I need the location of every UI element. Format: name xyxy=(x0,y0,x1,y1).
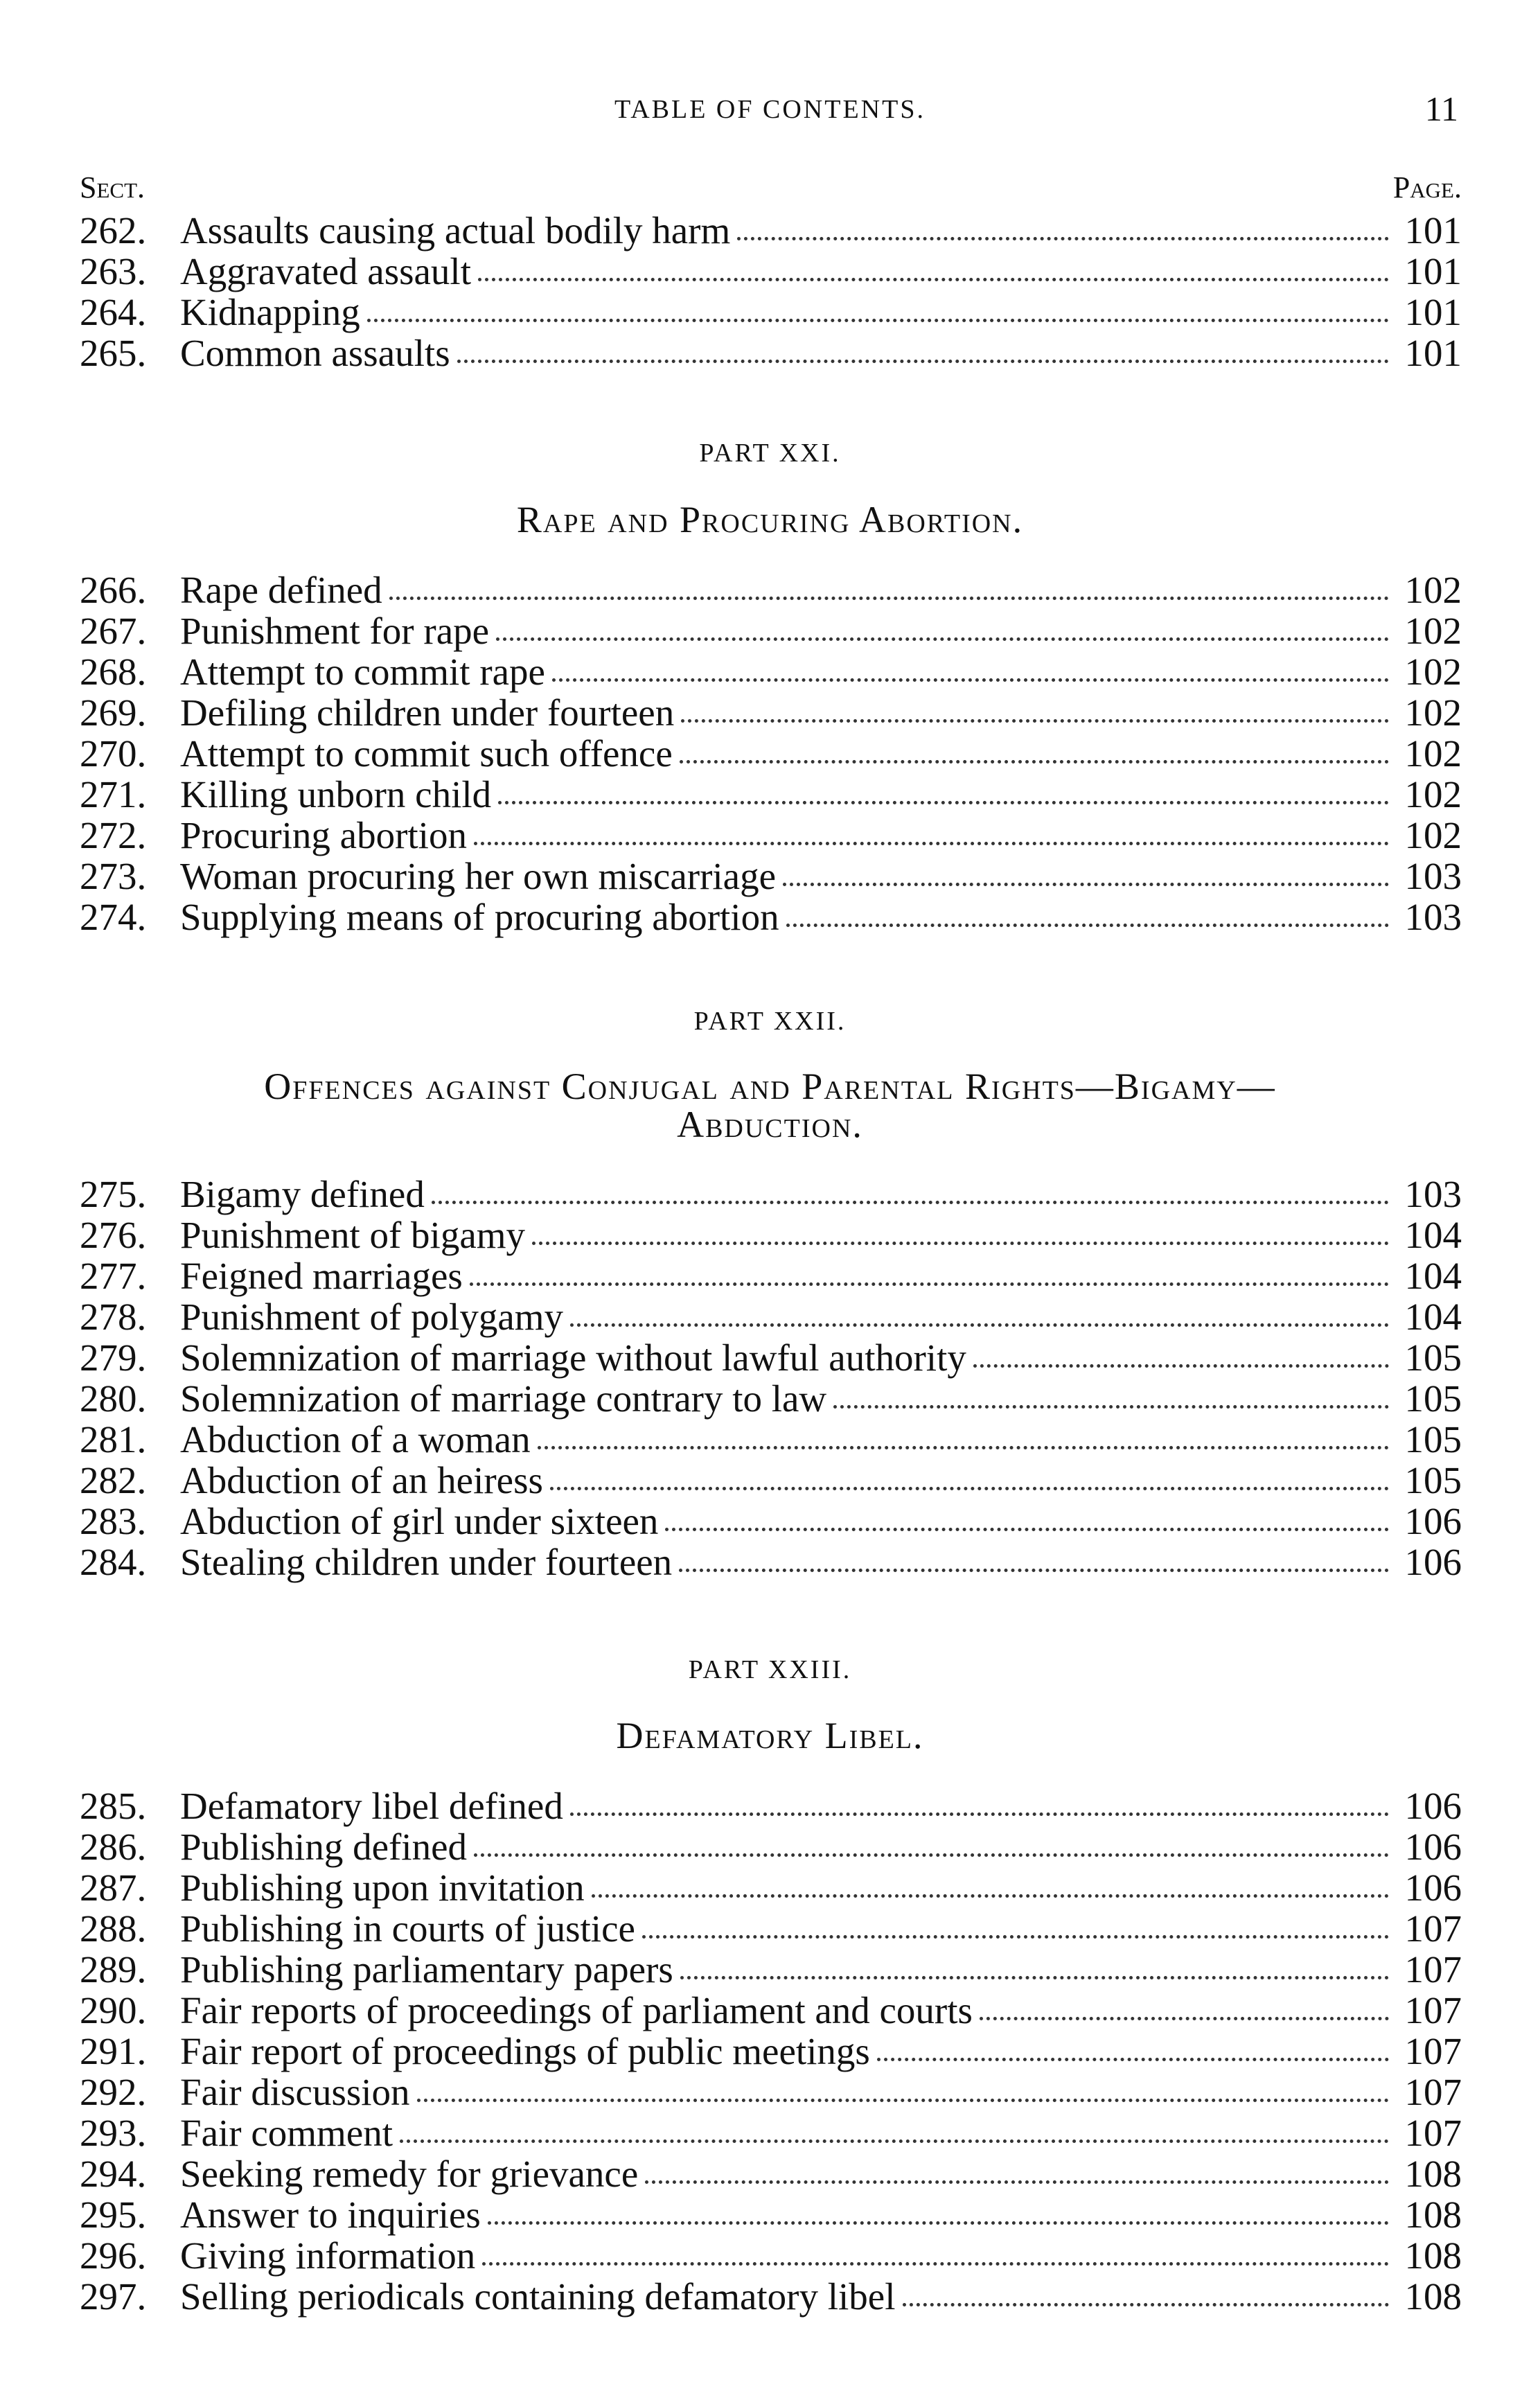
part-xxii-title-line1: Offences against Conjugal and Parental Rights—Bigamy— xyxy=(264,1066,1276,1107)
toc-entry xyxy=(80,1949,1462,1990)
toc-entry xyxy=(80,1378,1462,1419)
page-ref: 107 xyxy=(1404,1948,1462,1991)
toc-entry xyxy=(80,1215,1462,1255)
toc-entry xyxy=(80,333,1462,373)
part-xxiii-label: PART XXIII. xyxy=(688,1655,852,1684)
section-number: 269. xyxy=(80,691,147,734)
section-number: 264. xyxy=(80,291,147,333)
section-number: 293. xyxy=(80,2112,147,2154)
dot-leader xyxy=(645,2180,1389,2184)
page-ref: 107 xyxy=(1404,2071,1462,2113)
section-title: Solemnization of marriage contrary to law xyxy=(180,1377,827,1420)
toc-entry xyxy=(80,251,1462,292)
section-number: 273. xyxy=(80,855,147,897)
section-number: 262. xyxy=(80,209,147,252)
toc-entry xyxy=(80,1542,1462,1582)
page-ref: 104 xyxy=(1404,1255,1462,1297)
page-ref: 102 xyxy=(1404,814,1462,856)
dot-leader xyxy=(417,2099,1389,2102)
part-xxii-label: PART XXII. xyxy=(693,1007,847,1036)
section-title: Assaults causing actual bodily harm xyxy=(180,209,731,252)
toc-entry xyxy=(80,610,1462,651)
dot-leader xyxy=(877,2058,1389,2061)
section-number: 271. xyxy=(80,773,147,815)
section-title: Procuring abortion xyxy=(180,814,467,856)
part-xxi-label: PART XXI. xyxy=(699,439,841,468)
section-number: 288. xyxy=(80,1907,147,1950)
page-ref: 103 xyxy=(1404,1173,1462,1215)
page-ref: 102 xyxy=(1404,569,1462,611)
section-title: Abduction of a woman xyxy=(180,1418,531,1461)
page-ref: 107 xyxy=(1404,2030,1462,2072)
section-number: 284. xyxy=(80,1541,147,1583)
section-title: Publishing parliamentary papers xyxy=(180,1948,673,1991)
page-ref: 101 xyxy=(1404,291,1462,333)
section-number: 275. xyxy=(80,1173,147,1215)
dot-leader xyxy=(783,883,1389,886)
section-title: Stealing children under fourteen xyxy=(180,1541,673,1583)
dot-leader xyxy=(833,1405,1389,1409)
part-xxiii-title: Defamatory Libel. xyxy=(616,1715,924,1756)
dot-leader xyxy=(737,237,1389,240)
page-ref: 106 xyxy=(1404,1785,1462,1827)
page-number: 11 xyxy=(1424,89,1458,128)
toc-entry xyxy=(80,2031,1462,2072)
section-title: Giving information xyxy=(180,2234,476,2277)
toc-entry xyxy=(80,292,1462,333)
toc-entry xyxy=(80,856,1462,897)
page-ref: 105 xyxy=(1404,1377,1462,1420)
section-title: Attempt to commit rape xyxy=(180,651,545,693)
dot-leader xyxy=(680,760,1389,764)
section-title: Defamatory libel defined xyxy=(180,1785,563,1827)
section-title: Feigned marriages xyxy=(180,1255,463,1297)
page-ref: 102 xyxy=(1404,773,1462,815)
page-ref: 107 xyxy=(1404,1989,1462,2031)
toc-entry xyxy=(80,733,1462,774)
dot-leader xyxy=(400,2139,1389,2143)
dot-leader xyxy=(532,1242,1389,1245)
section-title: Solemnization of marriage without lawful authority xyxy=(180,1336,966,1379)
section-number: 286. xyxy=(80,1826,147,1868)
section-number: 265. xyxy=(80,332,147,374)
toc-entry xyxy=(80,1337,1462,1378)
dot-leader xyxy=(367,319,1389,322)
page-ref: 104 xyxy=(1404,1296,1462,1338)
section-title: Kidnapping xyxy=(180,291,360,333)
toc-entry xyxy=(80,651,1462,692)
dot-leader xyxy=(478,278,1389,281)
toc-entry xyxy=(80,1296,1462,1337)
part-xxi-title: Rape and Procuring Abortion. xyxy=(516,499,1024,540)
section-number: 267. xyxy=(80,610,147,652)
section-number: 266. xyxy=(80,569,147,611)
dot-leader xyxy=(496,637,1389,641)
page-ref: 106 xyxy=(1404,1826,1462,1868)
section-title: Fair reports of proceedings of parliament and courts xyxy=(180,1989,973,2031)
section-title: Selling periodicals containing defamatory libel xyxy=(180,2275,896,2318)
section-title: Answer to inquiries xyxy=(180,2194,481,2236)
section-number: 272. xyxy=(80,814,147,856)
page-ref: 105 xyxy=(1404,1336,1462,1379)
dot-leader xyxy=(681,719,1389,723)
toc-entry xyxy=(80,1867,1462,1908)
toc-entry xyxy=(80,210,1462,251)
toc-entry xyxy=(80,2072,1462,2112)
section-number: 268. xyxy=(80,651,147,693)
dot-leader xyxy=(538,1446,1389,1449)
dot-leader xyxy=(570,1812,1389,1816)
section-column-header: Sect. xyxy=(80,170,145,204)
part-xxii-title-line2: Abduction. xyxy=(677,1104,863,1145)
section-title: Publishing defined xyxy=(180,1826,468,1868)
page-ref: 103 xyxy=(1404,855,1462,897)
section-number: 294. xyxy=(80,2153,147,2195)
section-number: 282. xyxy=(80,1459,147,1501)
section-number: 292. xyxy=(80,2071,147,2113)
page-ref: 102 xyxy=(1404,610,1462,652)
page-ref: 101 xyxy=(1404,209,1462,252)
page-ref: 104 xyxy=(1404,1214,1462,1256)
toc-entry xyxy=(80,1990,1462,2031)
section-title: Punishment of polygamy xyxy=(180,1296,564,1338)
dot-leader xyxy=(482,2262,1389,2266)
dot-leader xyxy=(592,1894,1389,1898)
page-ref: 102 xyxy=(1404,691,1462,734)
section-number: 276. xyxy=(80,1214,147,1256)
section-title: Defiling children under fourteen xyxy=(180,691,675,734)
toc-entry xyxy=(80,2112,1462,2153)
page-ref: 105 xyxy=(1404,1459,1462,1501)
page-ref: 102 xyxy=(1404,651,1462,693)
page-title: TABLE OF CONTENTS. xyxy=(614,95,926,124)
toc-entry xyxy=(80,1501,1462,1542)
section-number: 270. xyxy=(80,732,147,775)
page-ref: 101 xyxy=(1404,332,1462,374)
section-number: 283. xyxy=(80,1500,147,1542)
section-title: Seeking remedy for grievance xyxy=(180,2153,639,2195)
section-number: 296. xyxy=(80,2234,147,2277)
dot-leader xyxy=(903,2303,1390,2306)
section-number: 279. xyxy=(80,1336,147,1379)
page-ref: 105 xyxy=(1404,1418,1462,1461)
section-title: Punishment of bigamy xyxy=(180,1214,526,1256)
toc-entry xyxy=(80,815,1462,856)
section-title: Supplying means of procuring abortion xyxy=(180,896,779,938)
page-ref: 102 xyxy=(1404,732,1462,775)
section-title: Attempt to commit such offence xyxy=(180,732,673,775)
section-number: 278. xyxy=(80,1296,147,1338)
section-list xyxy=(80,210,1462,373)
toc-entry xyxy=(80,897,1462,937)
section-title: Publishing upon invitation xyxy=(180,1867,585,1909)
section-number: 285. xyxy=(80,1785,147,1827)
part-xxi-list xyxy=(80,570,1462,937)
page-ref: 108 xyxy=(1404,2153,1462,2195)
page-ref: 108 xyxy=(1404,2194,1462,2236)
page-ref: 101 xyxy=(1404,250,1462,292)
section-title: Fair report of proceedings of public meetings xyxy=(180,2030,870,2072)
dot-leader xyxy=(642,1935,1389,1939)
dot-leader xyxy=(665,1528,1389,1531)
toc-entry xyxy=(80,570,1462,610)
page-ref: 106 xyxy=(1404,1500,1462,1542)
section-number: 297. xyxy=(80,2275,147,2318)
running-head xyxy=(0,89,1540,130)
dot-leader xyxy=(474,842,1389,845)
toc-entry xyxy=(80,1908,1462,1949)
section-number: 289. xyxy=(80,1948,147,1991)
dot-leader xyxy=(786,924,1389,927)
section-number: 263. xyxy=(80,250,147,292)
section-number: 287. xyxy=(80,1867,147,1909)
section-title: Publishing in courts of justice xyxy=(180,1907,635,1950)
page-ref: 106 xyxy=(1404,1867,1462,1909)
dot-leader xyxy=(679,1569,1389,1572)
dot-leader xyxy=(552,678,1389,682)
page-column-header: Page. xyxy=(1392,170,1462,204)
dot-leader xyxy=(474,1853,1389,1857)
dot-leader xyxy=(470,1282,1389,1286)
toc-entry xyxy=(80,2153,1462,2194)
toc-entry xyxy=(80,692,1462,733)
section-title: Aggravated assault xyxy=(180,250,471,292)
toc-entry xyxy=(80,1174,1462,1215)
dot-leader xyxy=(680,1976,1389,1979)
dot-leader xyxy=(498,801,1389,804)
page-ref: 108 xyxy=(1404,2234,1462,2277)
page-ref: 107 xyxy=(1404,1907,1462,1950)
dot-leader xyxy=(432,1201,1389,1204)
section-number: 295. xyxy=(80,2194,147,2236)
dot-leader xyxy=(973,1364,1389,1368)
section-title: Bigamy defined xyxy=(180,1173,425,1215)
section-number: 291. xyxy=(80,2030,147,2072)
toc-entry xyxy=(80,1826,1462,1867)
toc-entry xyxy=(80,2235,1462,2276)
toc-entry xyxy=(80,1785,1462,1826)
section-title: Abduction of girl under sixteen xyxy=(180,1500,659,1542)
dot-leader xyxy=(457,360,1389,363)
page-ref: 103 xyxy=(1404,896,1462,938)
dot-leader xyxy=(488,2221,1389,2225)
section-number: 281. xyxy=(80,1418,147,1461)
toc-entry xyxy=(80,2194,1462,2235)
section-title: Punishment for rape xyxy=(180,610,490,652)
toc-entry xyxy=(80,1460,1462,1501)
section-number: 290. xyxy=(80,1989,147,2031)
section-title: Fair discussion xyxy=(180,2071,410,2113)
column-headers xyxy=(80,170,1462,211)
section-title: Fair comment xyxy=(180,2112,393,2154)
page-ref: 108 xyxy=(1404,2275,1462,2318)
dot-leader xyxy=(389,597,1389,600)
section-title: Common assaults xyxy=(180,332,450,374)
section-number: 277. xyxy=(80,1255,147,1297)
section-title: Killing unborn child xyxy=(180,773,492,815)
part-xxii-list xyxy=(80,1174,1462,1582)
part-xxiii-list xyxy=(80,1785,1462,2317)
toc-entry xyxy=(80,774,1462,815)
toc-entry xyxy=(80,1255,1462,1296)
dot-leader xyxy=(980,2017,1389,2020)
toc-entry xyxy=(80,1419,1462,1460)
toc-entry xyxy=(80,2276,1462,2317)
page-ref: 106 xyxy=(1404,1541,1462,1583)
section-title: Rape defined xyxy=(180,569,382,611)
section-number: 280. xyxy=(80,1377,147,1420)
dot-leader xyxy=(550,1487,1389,1490)
dot-leader xyxy=(570,1323,1389,1327)
section-title: Woman procuring her own miscarriage xyxy=(180,855,776,897)
section-number: 274. xyxy=(80,896,147,938)
page-ref: 107 xyxy=(1404,2112,1462,2154)
section-title: Abduction of an heiress xyxy=(180,1459,543,1501)
